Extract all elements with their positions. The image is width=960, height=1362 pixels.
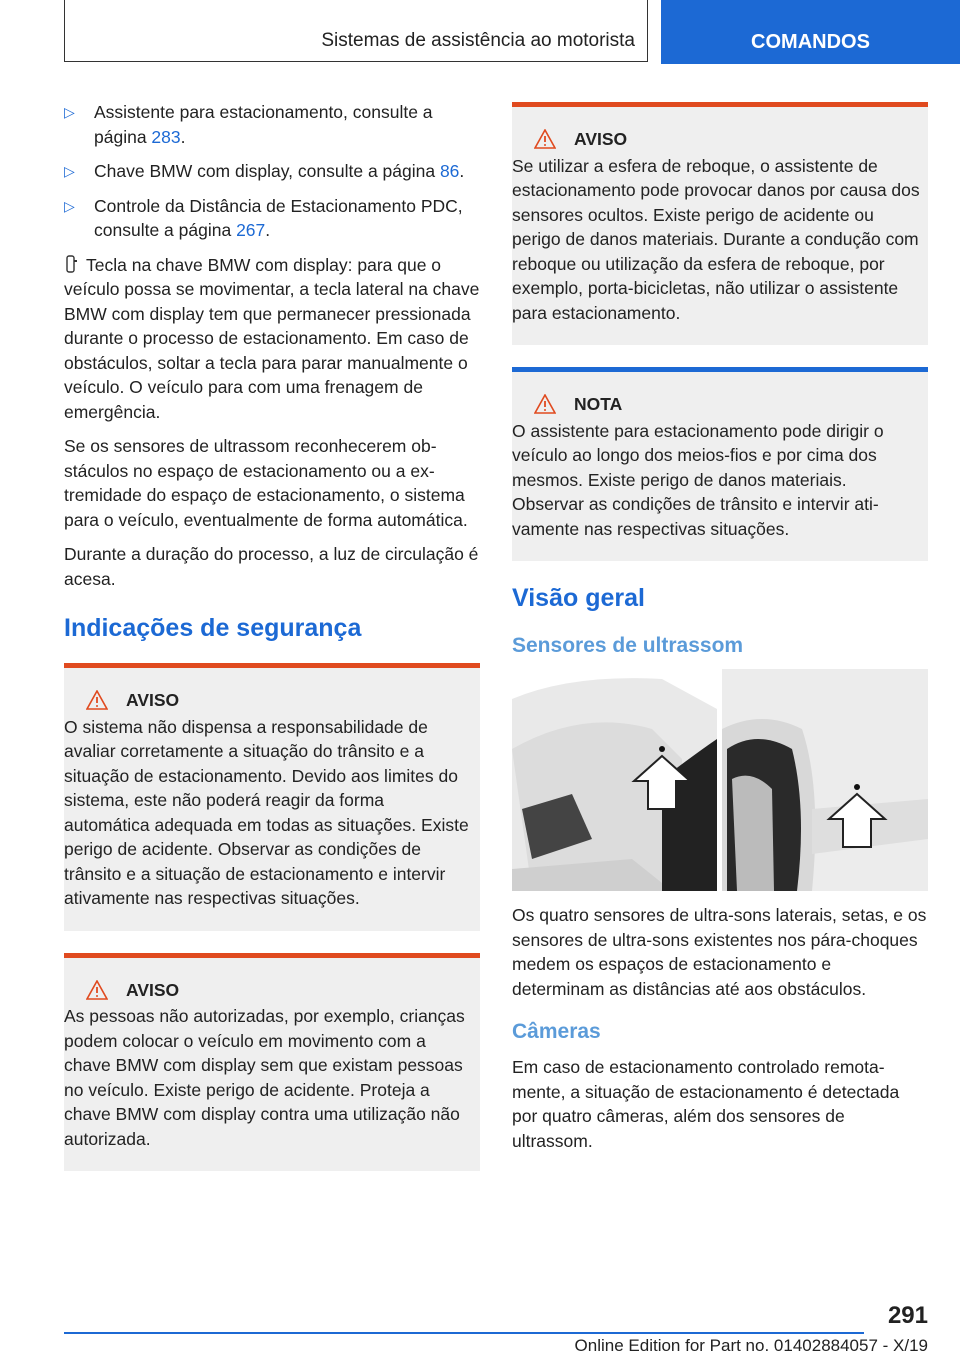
warning-title: AVISO [574, 129, 628, 149]
list-item [64, 194, 480, 243]
bullet-text: Assistente para estacionamento, consulte a página [94, 102, 433, 147]
sensors-paragraph: Os quatro sensores de ultra-sons laterais, setas, e os sensores de ultra-sons existentes nos pára-choques medem os espaços de estacionamento e determinam as distâncias até aos obstáculos. [512, 905, 927, 999]
page-number: 291 [887, 1302, 928, 1329]
page-link[interactable]: 283 [151, 126, 181, 147]
warning-title: AVISO [126, 690, 180, 710]
bullet-suffix: . [459, 161, 465, 181]
bullet-suffix: . [180, 126, 186, 147]
warning-box [512, 102, 928, 345]
bullet-triangle-icon: ▷ [64, 197, 75, 214]
warning-triangle-icon [86, 690, 108, 710]
warning-header [64, 978, 472, 1003]
page-link[interactable]: 267 [236, 220, 266, 240]
warning-header [64, 688, 472, 713]
page-link[interactable]: 86 [439, 161, 460, 181]
footer-divider [64, 1332, 864, 1334]
left-column [64, 100, 480, 1193]
cameras-paragraph: Em caso de estacionamento controlado remotamente, a situação de estacionamento é detectada por quatro câmeras, além dos sensores de ultrassom. [512, 1057, 900, 1151]
safety-heading: Indicações de segurança [64, 614, 362, 642]
key-button-icon [64, 254, 78, 274]
bullet-text: Chave BMW com display, consulte a página [94, 161, 440, 181]
section-title: Sistemas de assistência ao motorista [321, 30, 635, 51]
page-header [0, 0, 960, 66]
warning-title: AVISO [126, 979, 180, 1000]
bullet-suffix: . [265, 220, 271, 240]
bullet-triangle-icon: ▷ [64, 104, 75, 120]
warning-text: Se utilizar a esfera de reboque, o assistente de estacionamento pode provocar danos por causa dos sensores ocultos. Existe perigo de acidente ou perigo de danos materiais. Durante a condução com reboque ou utilização da esfera de reboque, por exemplo, porta-bicicletas, não utilizar o assistente para estacionamento. [512, 155, 920, 323]
warning-box [64, 663, 480, 931]
note-box [512, 367, 928, 561]
edition-text: Online Edition for Part no. 01402884057 - X/19 [574, 1336, 928, 1355]
right-column [512, 102, 928, 1163]
list-item [64, 100, 480, 149]
warning-triangle-icon [534, 129, 556, 149]
list-item [64, 159, 480, 184]
warning-header [512, 127, 920, 152]
warning-box [64, 953, 480, 1172]
key-paragraph-text: Tecla na chave BMW com display: para que o veículo possa se movimentar, a tecla lateral na chave BMW com display tem que permanecer pressionada durante o processo de estacionamento. Em caso de obstáculos, soltar a tecla para parar manualmente o veículo. O veículo para com uma frenagem de emergência. [64, 254, 480, 422]
note-header [512, 392, 920, 417]
warning-text: As pessoas não autorizadas, por exemplo, crianças podem colocar o veículo em movimento com a chave BMW com display sem que existam pessoas no veículo. Existe perigo de acidente. Proteja a chave BMW com display contra uma utilização não autorizada. [64, 1006, 465, 1149]
warning-text: O sistema não dispensa a responsabilidade de avaliar corretamente a situação do trânsito e a situação de estacionamento. Devido aos limites do sistema, este não poderá reagir da forma automática adequada em todas as situações. Existe perigo de acidente. Observar as condições de trânsito e a situação de estacionamento e intervir ativamente nas respectivas situações. [64, 716, 469, 908]
cameras-subheading: Câmeras [512, 1020, 601, 1043]
ultrasound-subheading: Sensores de ultrassom [512, 634, 744, 657]
warning-triangle-icon [86, 980, 108, 1000]
bullet-triangle-icon: ▷ [64, 163, 75, 179]
bullet-text: Controle da Distância de Estacionamento PDC, consulte a página [94, 195, 463, 240]
tab-comandos[interactable]: COMANDOS [661, 0, 960, 64]
light-paragraph: Durante a duração do processo, a luz de circulação é acesa. [64, 544, 479, 589]
header-frame [64, 0, 648, 62]
car-sensors-image [512, 669, 928, 891]
sensor-paragraph: Se os sensores de ultrassom reconhecerem obstáculos no espaço de estacionamento ou a extremidade do espaço de estacionamento, o sistema para o veículo, eventualmente de forma automática. [64, 436, 468, 530]
warning-triangle-icon [534, 394, 556, 414]
key-paragraph [64, 253, 480, 425]
overview-heading: Visão geral [512, 584, 645, 612]
note-title: NOTA [574, 394, 623, 414]
note-text: O assistente para estacionamento pode dirigir o veículo ao longo dos meios-fios e por cima dos mesmos. Existe perigo de danos materiais. Observar as condições de trânsito e intervir ativamente nas respectivas situações. [512, 420, 884, 539]
